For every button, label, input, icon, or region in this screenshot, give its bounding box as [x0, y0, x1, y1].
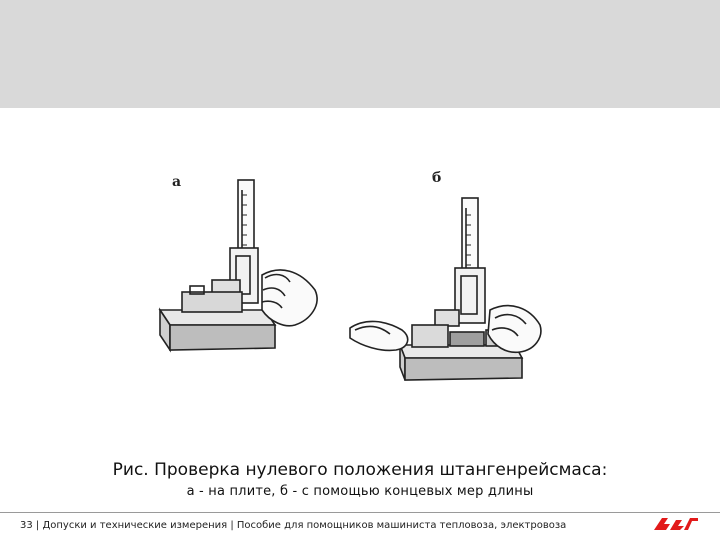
footer-text: 33 | Допуски и технические измерения | Пособие для помощников машиниста тепловоза, электровоза — [20, 520, 567, 531]
gauge-a-illustration — [160, 180, 317, 350]
header-band — [0, 0, 720, 108]
figure-subcaption: а - на плите, б - с помощью концевых мер длины — [186, 484, 534, 499]
gauge-b-illustration — [350, 198, 541, 380]
figure-illustration — [150, 160, 550, 405]
figure-label-b: б — [432, 170, 442, 186]
height-gauge-drawing — [150, 160, 550, 405]
rzd-logo-icon — [652, 514, 702, 534]
figure-label-a: а — [172, 174, 182, 190]
rzd-logo — [652, 514, 702, 534]
footer-divider — [0, 512, 720, 513]
figure-caption: Рис. Проверка нулевого положения штангенрейсмаса: — [112, 460, 608, 480]
